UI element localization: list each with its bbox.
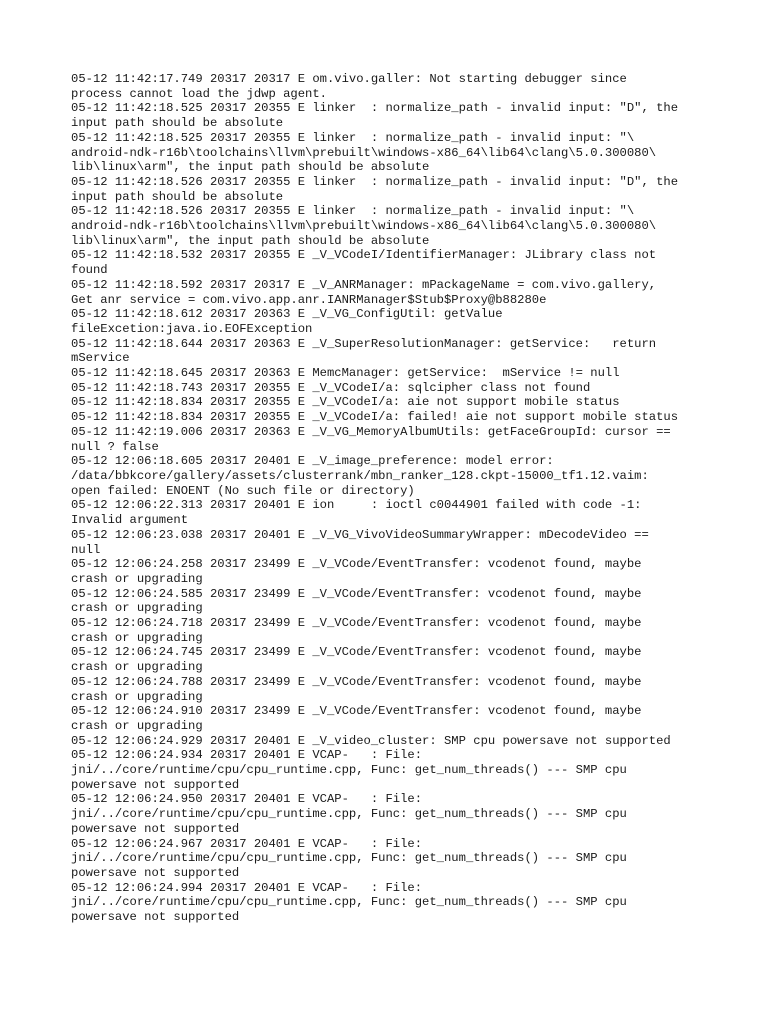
log-line: 05-12 12:06:24.934 20317 20401 E VCAP- : File:	[71, 748, 423, 763]
log-line: fileExcetion:java.io.EOFException	[71, 321, 313, 336]
log-line: 05-12 11:42:18.834 20317 20355 E _V_VCodeI/a: aie not support mobile status	[71, 395, 620, 410]
log-line: input path should be absolute	[71, 189, 284, 204]
log-line: crash or upgrading	[71, 718, 203, 733]
log-line: 05-12 11:42:18.525 20317 20355 E linker : normalize_path - invalid input: "D", the	[71, 101, 679, 116]
log-line: 05-12 11:42:19.006 20317 20363 E _V_VG_MemoryAlbumUtils: getFaceGroupId: cursor ==	[71, 424, 671, 439]
log-line: 05-12 11:42:18.525 20317 20355 E linker : normalize_path - invalid input: "\	[71, 130, 635, 145]
log-line: 05-12 12:06:24.929 20317 20401 E _V_video_cluster: SMP cpu powersave not supported	[71, 733, 671, 748]
log-line: powersave not supported	[71, 821, 240, 836]
log-line: 05-12 11:42:18.743 20317 20355 E _V_VCodeI/a: sqlcipher class not found	[71, 380, 591, 395]
log-line: 05-12 12:06:24.910 20317 23499 E _V_VCode/EventTransfer: vcodenot found, maybe	[71, 704, 642, 719]
log-line: 05-12 11:42:18.644 20317 20363 E _V_SuperResolutionManager: getService: return	[71, 336, 657, 351]
log-line: jni/../core/runtime/cpu/cpu_runtime.cpp, Func: get_num_threads() --- SMP cpu	[71, 807, 627, 822]
log-line: open failed: ENOENT (No such file or directory)	[71, 483, 415, 498]
log-line: 05-12 11:42:18.612 20317 20363 E _V_VG_ConfigUtil: getValue	[71, 307, 503, 322]
log-line: crash or upgrading	[71, 689, 203, 704]
log-line: lib\linux\arm", the input path should be absolute	[71, 160, 430, 175]
log-line: null ? false	[71, 439, 159, 454]
log-line: 05-12 12:06:24.967 20317 20401 E VCAP- : File:	[71, 836, 423, 851]
log-line: null	[71, 542, 101, 557]
log-line: jni/../core/runtime/cpu/cpu_runtime.cpp, Func: get_num_threads() --- SMP cpu	[71, 851, 627, 866]
log-line: found	[71, 263, 108, 278]
log-line: 05-12 11:42:18.645 20317 20363 E MemcManager: getService: mService != null	[71, 366, 620, 381]
log-line: 05-12 12:06:24.718 20317 23499 E _V_VCode/EventTransfer: vcodenot found, maybe	[71, 616, 642, 631]
log-line: 05-12 11:42:18.834 20317 20355 E _V_VCodeI/a: failed! aie not support mobile status	[71, 410, 679, 425]
log-line: crash or upgrading	[71, 571, 203, 586]
log-line: 05-12 12:06:23.038 20317 20401 E _V_VG_VivoVideoSummaryWrapper: mDecodeVideo ==	[71, 527, 649, 542]
log-line: powersave not supported	[71, 865, 240, 880]
log-line: mService	[71, 351, 130, 366]
log-line: 05-12 11:42:18.526 20317 20355 E linker : normalize_path - invalid input: "\	[71, 204, 635, 219]
log-line: powersave not supported	[71, 777, 240, 792]
log-line: process cannot load the jdwp agent.	[71, 86, 327, 101]
log-line: 05-12 12:06:24.745 20317 23499 E _V_VCode/EventTransfer: vcodenot found, maybe	[71, 645, 642, 660]
log-line: crash or upgrading	[71, 630, 203, 645]
log-line: crash or upgrading	[71, 660, 203, 675]
log-line: android-ndk-r16b\toolchains\llvm\prebuilt\windows-x86_64\lib64\clang\5.0.300080\	[71, 145, 657, 160]
log-line: lib\linux\arm", the input path should be absolute	[71, 233, 430, 248]
log-line: 05-12 12:06:24.585 20317 23499 E _V_VCode/EventTransfer: vcodenot found, maybe	[71, 586, 642, 601]
log-line: 05-12 12:06:24.950 20317 20401 E VCAP- : File:	[71, 792, 423, 807]
log-line: android-ndk-r16b\toolchains\llvm\prebuilt\windows-x86_64\lib64\clang\5.0.300080\	[71, 219, 657, 234]
log-line: 05-12 12:06:18.605 20317 20401 E _V_image_preference: model error:	[71, 454, 554, 469]
log-line: powersave not supported	[71, 910, 240, 925]
log-line: 05-12 12:06:24.788 20317 23499 E _V_VCode/EventTransfer: vcodenot found, maybe	[71, 674, 642, 689]
log-line: Invalid argument	[71, 513, 189, 528]
log-line: 05-12 12:06:22.313 20317 20401 E ion : ioctl c0044901 failed with code -1:	[71, 498, 642, 513]
log-line: crash or upgrading	[71, 601, 203, 616]
log-line: input path should be absolute	[71, 116, 284, 131]
log-document	[71, 72, 711, 925]
log-line: 05-12 12:06:24.994 20317 20401 E VCAP- : File:	[71, 880, 423, 895]
log-line: 05-12 11:42:17.749 20317 20317 E om.vivo.galler: Not starting debugger since	[71, 72, 627, 86]
log-line: 05-12 12:06:24.258 20317 23499 E _V_VCode/EventTransfer: vcodenot found, maybe	[71, 557, 642, 572]
log-line: 05-12 11:42:18.532 20317 20355 E _V_VCodeI/IdentifierManager: JLibrary class not	[71, 248, 657, 263]
log-lines	[71, 72, 711, 925]
log-line: /data/bbkcore/gallery/assets/clusterrank/mbn_ranker_128.ckpt-15000_tf1.12.vaim:	[71, 468, 649, 483]
log-line: 05-12 11:42:18.592 20317 20317 E _V_ANRManager: mPackageName = com.vivo.gallery,	[71, 277, 657, 292]
log-line: 05-12 11:42:18.526 20317 20355 E linker : normalize_path - invalid input: "D", the	[71, 174, 679, 189]
log-line: Get anr service = com.vivo.app.anr.IANRManager$Stub$Proxy@b88280e	[71, 292, 547, 307]
log-line: jni/../core/runtime/cpu/cpu_runtime.cpp, Func: get_num_threads() --- SMP cpu	[71, 763, 627, 778]
log-line: jni/../core/runtime/cpu/cpu_runtime.cpp, Func: get_num_threads() --- SMP cpu	[71, 895, 627, 910]
